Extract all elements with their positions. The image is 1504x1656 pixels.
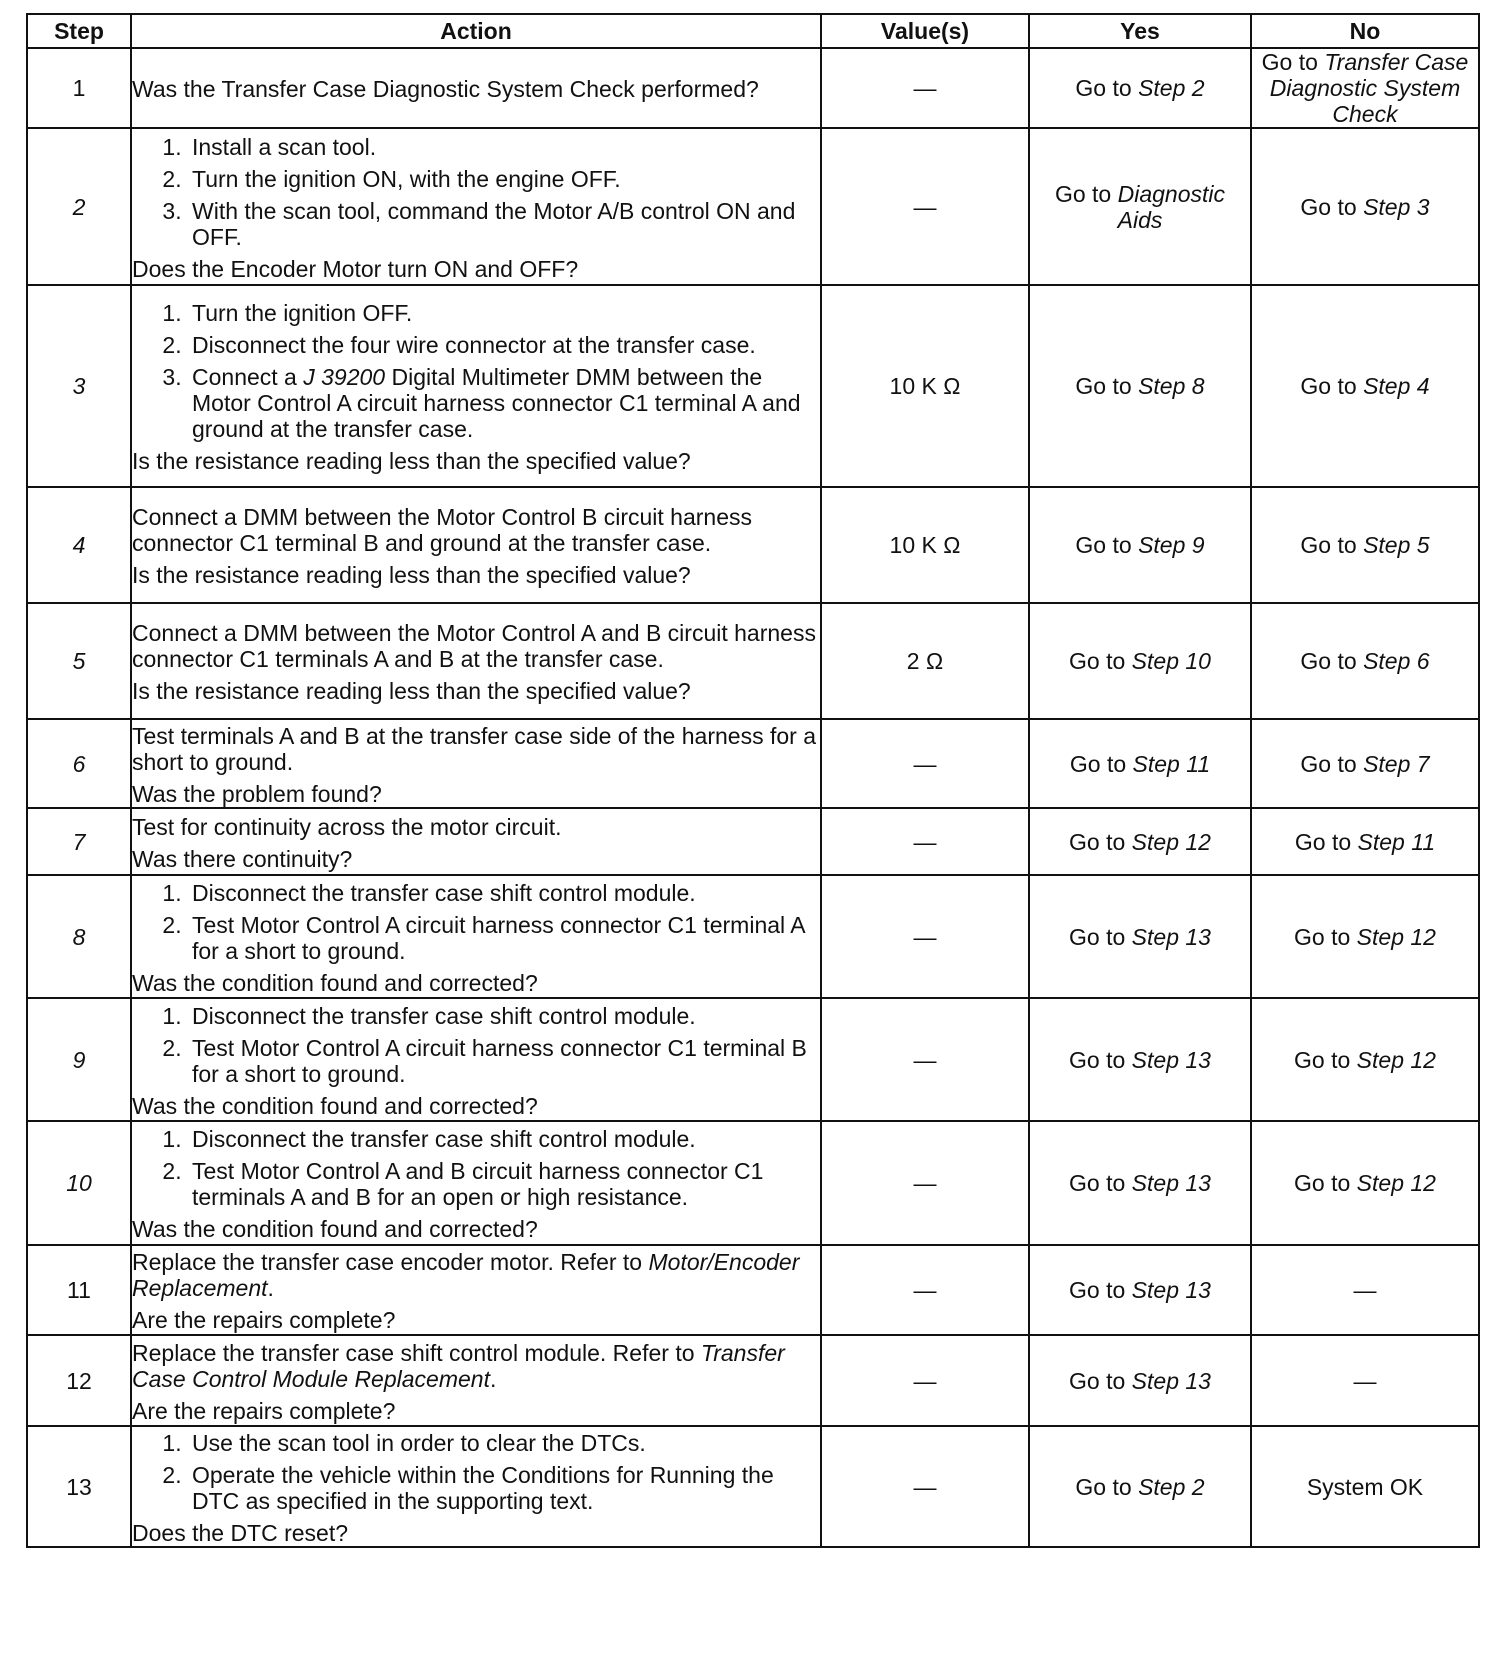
value-cell: —	[821, 1121, 1029, 1245]
yes-ref: Step 13	[1131, 1277, 1211, 1303]
yes-ref: Step 10	[1131, 648, 1211, 674]
yes-cell	[1029, 1335, 1251, 1426]
diagnostic-table	[26, 13, 1480, 1548]
action-instruction: Test for continuity across the motor circuit.	[132, 813, 562, 840]
value-cell: —	[821, 48, 1029, 128]
no-ref: Step 3	[1363, 193, 1430, 220]
action-question: Is the resistance reading less than the specified value?	[132, 678, 691, 704]
yes-cell	[1029, 1121, 1251, 1245]
yes-cell	[1029, 719, 1251, 808]
action-substeps	[132, 300, 820, 442]
action-substep: 1. Install a scan tool.	[188, 134, 820, 160]
no-cell	[1251, 808, 1479, 875]
action-question: Is the resistance reading less than the specified value?	[132, 448, 691, 474]
action-substep: 2. Test Motor Control A circuit harness connector C1 terminal B for a short to ground.	[188, 1035, 820, 1087]
header-step: Step	[27, 14, 131, 48]
no-ref: Step 12	[1356, 923, 1436, 950]
value-cell: —	[821, 1245, 1029, 1335]
yes-prefix: Go to	[1075, 532, 1139, 558]
value-cell: —	[821, 998, 1029, 1121]
header-action: Action	[131, 14, 821, 48]
no-ref: Step 6	[1363, 648, 1430, 674]
value-cell: —	[821, 128, 1029, 285]
no-cell	[1251, 128, 1479, 285]
table-row	[27, 808, 1479, 875]
yes-prefix: Go to	[1075, 373, 1139, 399]
no-prefix: Go to	[1300, 193, 1364, 220]
table-row	[27, 875, 1479, 998]
no-prefix: Go to	[1294, 1170, 1357, 1196]
no-text: System OK	[1306, 1473, 1424, 1500]
header-yes: Yes	[1029, 14, 1251, 48]
table-row	[27, 487, 1479, 603]
yes-prefix: Go to	[1075, 1473, 1139, 1500]
action-cell	[131, 875, 821, 998]
action-cell	[131, 808, 821, 875]
yes-prefix: Go to	[1069, 1170, 1132, 1196]
action-question: Was there continuity?	[132, 845, 353, 872]
action-substep: 2. Disconnect the four wire connector at the transfer case.	[188, 332, 820, 358]
no-prefix: Go to	[1294, 828, 1358, 855]
no-prefix: Go to	[1294, 1046, 1357, 1073]
yes-prefix: Go to	[1069, 828, 1132, 855]
action-question: Was the problem found?	[132, 780, 382, 807]
yes-ref: Step 13	[1131, 1170, 1211, 1196]
action-question: Was the condition found and corrected?	[132, 969, 538, 996]
action-substep: 3. Connect a J 39200 Digital Multimeter DMM between the Motor Control A circuit harness connector C1 terminal A and ground at the transfer case.	[188, 364, 820, 442]
yes-prefix: Go to	[1069, 1046, 1132, 1073]
action-substep: 1. Use the scan tool in order to clear the DTCs.	[188, 1430, 820, 1456]
no-cell	[1251, 487, 1479, 603]
no-prefix: Go to	[1300, 648, 1364, 674]
action-question: Does the DTC reset?	[132, 1519, 349, 1546]
action-substep: 2. Test Motor Control A circuit harness connector C1 terminal A for a short to ground.	[188, 912, 820, 964]
no-cell	[1251, 1426, 1479, 1547]
no-ref: Step 7	[1363, 750, 1430, 777]
action-instruction: Replace the transfer case encoder motor. Refer to Motor/Encoder Replacement.	[132, 1249, 800, 1301]
action-substep: 1. Disconnect the transfer case shift control module.	[188, 880, 820, 906]
yes-cell	[1029, 285, 1251, 487]
step-number: 6	[27, 719, 131, 808]
action-cell	[131, 128, 821, 285]
yes-ref: Step 13	[1131, 1367, 1211, 1394]
yes-prefix: Go to	[1054, 180, 1118, 207]
table-row	[27, 1426, 1479, 1547]
no-cell	[1251, 1245, 1479, 1335]
no-text: —	[1353, 1277, 1377, 1303]
yes-ref: Step 11	[1132, 750, 1211, 777]
table-row	[27, 128, 1479, 285]
action-cell	[131, 48, 821, 128]
action-cell	[131, 719, 821, 808]
no-prefix: Go to	[1294, 923, 1357, 950]
action-cell	[131, 285, 821, 487]
table-row	[27, 48, 1479, 128]
action-substeps	[132, 1126, 820, 1210]
yes-ref: Step 2	[1138, 75, 1205, 101]
yes-prefix: Go to	[1075, 75, 1139, 101]
yes-prefix: Go to	[1069, 1367, 1132, 1394]
no-cell	[1251, 48, 1479, 128]
action-cell	[131, 603, 821, 719]
action-cell	[131, 487, 821, 603]
action-substep: 2. Test Motor Control A and B circuit harness connector C1 terminals A and B for an open or high resistance.	[188, 1158, 820, 1210]
no-cell	[1251, 1335, 1479, 1426]
action-substep: 1. Disconnect the transfer case shift control module.	[188, 1126, 820, 1152]
value-cell: —	[821, 719, 1029, 808]
yes-cell	[1029, 603, 1251, 719]
yes-cell	[1029, 1426, 1251, 1547]
action-question: Are the repairs complete?	[132, 1397, 396, 1424]
value-cell: 10 K Ω	[821, 487, 1029, 603]
yes-cell	[1029, 1245, 1251, 1335]
action-instruction: Connect a DMM between the Motor Control B circuit harness connector C1 terminal B and ground at the transfer case.	[132, 504, 752, 556]
step-number: 1	[27, 48, 131, 128]
value-cell: —	[821, 808, 1029, 875]
no-prefix: Go to	[1261, 49, 1325, 75]
yes-cell	[1029, 128, 1251, 285]
yes-cell	[1029, 998, 1251, 1121]
action-substeps	[132, 134, 820, 250]
action-question: Was the condition found and corrected?	[132, 1092, 538, 1119]
action-substep: 2. Turn the ignition ON, with the engine OFF.	[188, 166, 820, 192]
header-no: No	[1251, 14, 1479, 48]
value-cell: —	[821, 1426, 1029, 1547]
yes-prefix: Go to	[1069, 923, 1132, 950]
step-number: 10	[27, 1121, 131, 1245]
action-substep: 3. With the scan tool, command the Motor A/B control ON and OFF.	[188, 198, 820, 250]
no-text: —	[1353, 1367, 1377, 1394]
yes-ref: Step 13	[1131, 1046, 1211, 1073]
action-instruction: Test terminals A and B at the transfer case side of the harness for a short to ground.	[132, 722, 816, 775]
action-cell	[131, 1426, 821, 1547]
action-instruction: Connect a DMM between the Motor Control A and B circuit harness connector C1 terminals A and B at the transfer case.	[132, 620, 816, 672]
step-number: 3	[27, 285, 131, 487]
value-cell: —	[821, 875, 1029, 998]
yes-cell	[1029, 808, 1251, 875]
action-substep: 1. Turn the ignition OFF.	[188, 300, 820, 326]
no-ref: Step 5	[1363, 532, 1430, 558]
no-prefix: Go to	[1300, 373, 1364, 399]
no-ref: Step 12	[1356, 1170, 1436, 1196]
step-number: 12	[27, 1335, 131, 1426]
no-ref: Transfer Case Diagnostic System Check	[1269, 49, 1469, 127]
no-cell	[1251, 285, 1479, 487]
value-cell: —	[821, 1335, 1029, 1426]
action-cell	[131, 1335, 821, 1426]
step-number: 9	[27, 998, 131, 1121]
yes-ref: Step 9	[1138, 532, 1205, 558]
no-cell	[1251, 603, 1479, 719]
table-row	[27, 1335, 1479, 1426]
yes-prefix: Go to	[1069, 648, 1132, 674]
yes-cell	[1029, 48, 1251, 128]
action-instruction: Was the Transfer Case Diagnostic System Check performed?	[132, 76, 759, 102]
action-instruction: Replace the transfer case shift control module. Refer to Transfer Case Control Module Replacement.	[132, 1339, 785, 1392]
action-substep: 1. Disconnect the transfer case shift control module.	[188, 1003, 820, 1029]
step-number: 4	[27, 487, 131, 603]
action-substeps	[132, 1430, 820, 1514]
action-question: Are the repairs complete?	[132, 1307, 396, 1333]
action-substeps	[132, 1003, 820, 1087]
yes-ref: Diagnostic Aids	[1117, 180, 1226, 233]
step-number: 13	[27, 1426, 131, 1547]
header-row	[27, 14, 1479, 48]
yes-cell	[1029, 875, 1251, 998]
step-number: 5	[27, 603, 131, 719]
table-row	[27, 603, 1479, 719]
no-ref: Step 11	[1357, 828, 1436, 855]
step-number: 11	[27, 1245, 131, 1335]
value-cell: 10 K Ω	[821, 285, 1029, 487]
no-cell	[1251, 719, 1479, 808]
no-prefix: Go to	[1300, 532, 1364, 558]
action-question: Does the Encoder Motor turn ON and OFF?	[132, 255, 579, 282]
action-question: Was the condition found and corrected?	[132, 1216, 538, 1242]
step-number: 8	[27, 875, 131, 998]
step-number: 2	[27, 128, 131, 285]
header-values: Value(s)	[821, 14, 1029, 48]
diagnostic-page	[26, 13, 1478, 1548]
table-row	[27, 719, 1479, 808]
no-prefix: Go to	[1300, 750, 1364, 777]
yes-cell	[1029, 487, 1251, 603]
table-row	[27, 1121, 1479, 1245]
value-cell: 2 Ω	[821, 603, 1029, 719]
action-question: Is the resistance reading less than the specified value?	[132, 562, 691, 588]
step-number: 7	[27, 808, 131, 875]
no-cell	[1251, 998, 1479, 1121]
table-row	[27, 998, 1479, 1121]
action-cell	[131, 1245, 821, 1335]
yes-ref: Step 2	[1138, 1473, 1205, 1500]
action-cell	[131, 998, 821, 1121]
action-substep: 2. Operate the vehicle within the Conditions for Running the DTC as specified in the supporting text.	[188, 1462, 820, 1514]
no-cell	[1251, 875, 1479, 998]
no-cell	[1251, 1121, 1479, 1245]
no-ref: Step 4	[1363, 373, 1430, 399]
yes-ref: Step 8	[1138, 373, 1205, 399]
no-ref: Step 12	[1356, 1046, 1436, 1073]
yes-prefix: Go to	[1069, 1277, 1132, 1303]
table-row	[27, 285, 1479, 487]
yes-prefix: Go to	[1069, 750, 1133, 777]
action-cell	[131, 1121, 821, 1245]
table-row	[27, 1245, 1479, 1335]
action-substeps	[132, 880, 820, 964]
yes-ref: Step 13	[1131, 923, 1211, 950]
yes-ref: Step 12	[1131, 828, 1211, 855]
